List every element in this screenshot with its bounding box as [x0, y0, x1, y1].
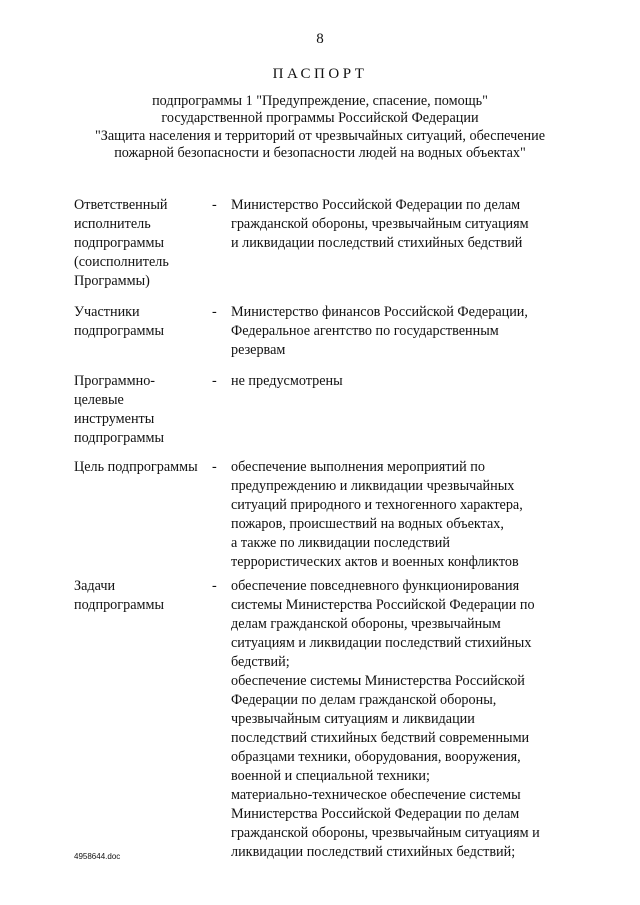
row-value-line: Министерство Российской Федерации по делам — [231, 197, 521, 213]
row-value-line: предупреждению и ликвидации чрезвычайных — [231, 478, 515, 494]
document-title: ПАСПОРТ — [272, 66, 368, 82]
subtitle-line: "Защита населения и территорий от чрезвычайных ситуаций, обеспечение — [94, 127, 546, 144]
row-value-line: материально-техническое обеспечение системы — [231, 787, 521, 803]
row-dash: - — [212, 459, 217, 475]
row-value-line: и ликвидации последствий стихийных бедствий — [231, 235, 523, 251]
row-value-line: Министерство финансов Российской Федерации, — [231, 304, 528, 320]
row-value-line: не предусмотрены — [231, 373, 343, 389]
row-value — [231, 196, 571, 253]
row-value-line: образцами техники, оборудования, вооружения, — [231, 749, 521, 765]
row-label-line: Ответственный — [74, 197, 168, 213]
row-value-line: чрезвычайным ситуациям и ликвидации — [231, 711, 475, 727]
row-value-line: военной и специальной техники; — [231, 768, 430, 784]
row-label-line: подпрограммы — [74, 597, 164, 613]
row-dash: - — [212, 197, 217, 213]
row-label — [74, 458, 214, 477]
row-label — [74, 196, 214, 291]
row-label-line: Участники — [74, 304, 140, 320]
row-dash: - — [212, 373, 217, 389]
subtitle-line: подпрограммы 1 "Предупреждение, спасение, помощь" — [152, 93, 488, 109]
footer-filename: 4958644.doc — [74, 852, 121, 861]
row-label-line: исполнитель — [74, 216, 151, 232]
row-label-line: Программно- — [74, 373, 156, 389]
row-value-line: бедствий; — [231, 654, 290, 670]
row-value-line: гражданской обороны, чрезвычайным ситуациям — [231, 216, 529, 232]
row-value-line: Федеральное агентство по государственным — [231, 323, 499, 339]
row-value-line: террористических актов и военных конфликтов — [231, 554, 519, 570]
row-value-line: системы Министерства Российской Федерации по — [231, 597, 535, 613]
row-label-line: целевые — [74, 392, 124, 408]
row-value-line: ликвидации последствий стихийных бедствий; — [231, 844, 516, 860]
row-value — [231, 458, 571, 572]
row-value-line: обеспечение выполнения мероприятий по — [231, 459, 485, 475]
row-value — [231, 372, 571, 391]
row-value-line: последствий стихийных бедствий современными — [231, 730, 530, 746]
row-value-line: гражданской обороны, чрезвычайным ситуациям и — [231, 825, 540, 841]
row-value-line: ситуациям и ликвидации последствий стихийных — [231, 635, 532, 651]
row-value-line: а также по ликвидации последствий — [231, 535, 450, 551]
row-label-line: (соисполнитель — [74, 254, 169, 270]
row-label — [74, 303, 214, 341]
row-label-line: Задачи — [74, 578, 116, 594]
row-value-line: Министерства Российской Федерации по делам — [231, 806, 520, 822]
subtitle-line: пожарной безопасности и безопасности людей на водных объектах" — [114, 145, 526, 162]
row-label-line: Программы) — [74, 273, 150, 289]
row-value-line: ситуаций природного и техногенного характера, — [231, 497, 523, 513]
row-dash: - — [212, 578, 217, 594]
row-value-line: делам гражданской обороны, чрезвычайным — [231, 616, 501, 632]
row-label-line: подпрограммы — [74, 430, 164, 446]
row-value — [231, 303, 571, 360]
row-value-line: пожаров, происшествий на водных объектах, — [231, 516, 504, 532]
page-number: 8 — [316, 31, 324, 47]
row-label-line: подпрограммы — [74, 235, 164, 251]
row-value-line: обеспечение повседневного функционирования — [231, 578, 520, 594]
row-label — [74, 372, 214, 448]
row-label-line: инструменты — [74, 411, 155, 427]
row-label-line: подпрограммы — [74, 323, 164, 339]
row-value-line: Федерации по делам гражданской обороны, — [231, 692, 497, 708]
row-label — [74, 577, 214, 615]
row-value-line: обеспечение системы Министерства Российской — [231, 673, 525, 689]
subtitle-block — [0, 93, 640, 163]
subtitle-line: государственной программы Российской Федерации — [161, 110, 479, 127]
row-value — [231, 577, 571, 862]
row-value-line: резервам — [231, 342, 286, 358]
row-label-line: Цель подпрограммы — [74, 459, 198, 475]
row-dash: - — [212, 304, 217, 320]
